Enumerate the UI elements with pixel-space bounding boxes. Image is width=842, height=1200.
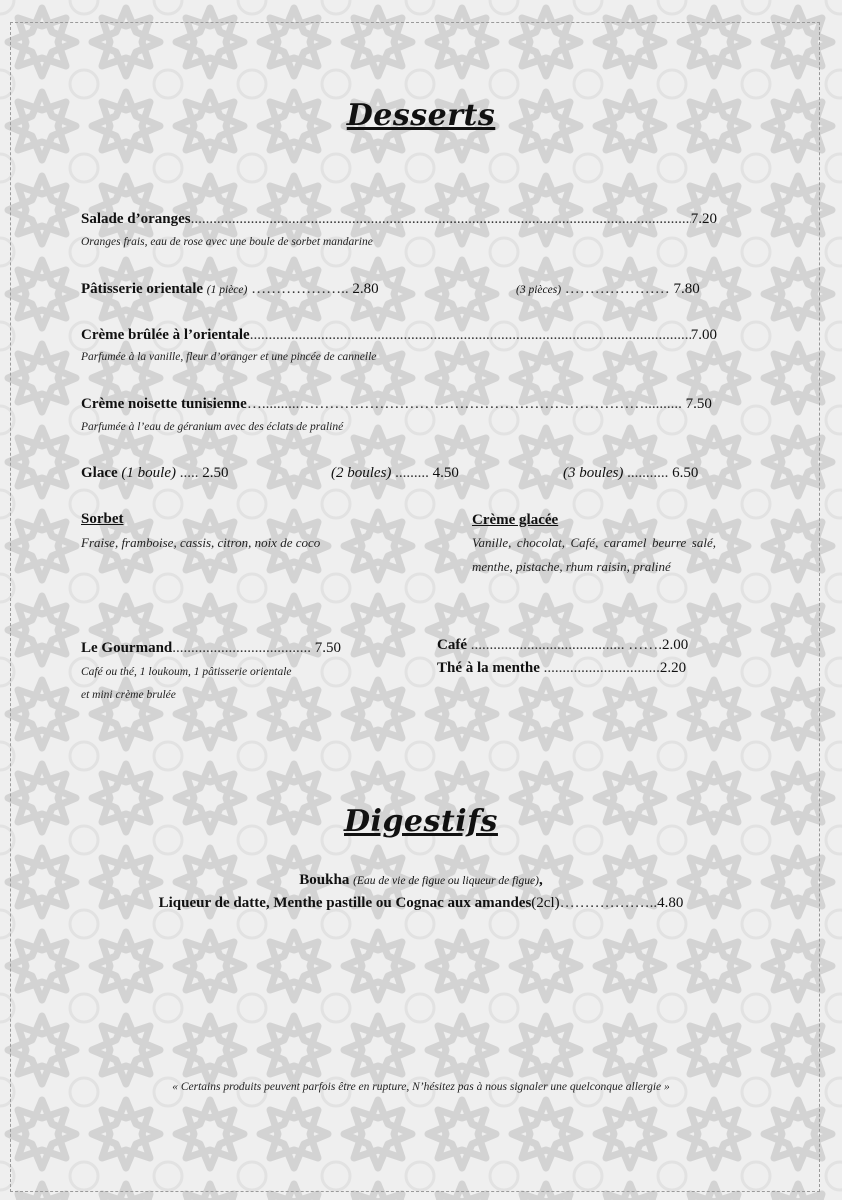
item-price: 7.00	[690, 327, 717, 343]
item-price: 4.80	[657, 895, 684, 911]
creme-glacee-description: Vanille, chocolat, Café, caramel beurre salé, menthe, pistache, rhum raisin, praliné	[472, 535, 716, 574]
item-name: Crème brûlée à l’orientale	[81, 327, 250, 343]
leader-dots: ...........	[627, 465, 669, 481]
item-description: Parfumée à la vanille, fleur d’oranger et une pincée de cannelle	[81, 351, 377, 363]
menu-item-salade	[81, 211, 717, 228]
item-name: Boukha	[299, 872, 350, 888]
item-description: Oranges frais, eau de rose avec une boule de sorbet mandarine	[81, 236, 373, 248]
item-name: Pâtisserie orientale	[81, 281, 204, 297]
item-price: 7.50	[685, 396, 712, 412]
separator: ,	[538, 872, 543, 888]
leader-dots: ………………..	[251, 281, 349, 297]
menu-item-liqueurs	[0, 895, 842, 912]
item-price: 7.80	[673, 281, 700, 297]
item-price: 2.00	[662, 637, 689, 653]
menu-item-the	[437, 660, 686, 677]
leader-dots: …………………	[564, 281, 670, 297]
item-price: 7.50	[314, 640, 342, 656]
desserts-title: Desserts	[346, 98, 496, 133]
menu-item-patisserie-3	[516, 281, 700, 298]
menu-item-cafe	[437, 637, 688, 654]
item-price: 2.80	[352, 281, 379, 297]
item-price: 7.20	[690, 211, 717, 227]
item-note: (Eau de vie de figue ou liqueur de figue)	[353, 875, 539, 887]
creme-glacee-heading: Crème glacée	[472, 512, 559, 528]
leader-dots: ......................................... …….	[470, 637, 662, 653]
item-name: Thé à la menthe	[437, 660, 540, 676]
item-name: Café	[437, 637, 467, 653]
item-name: Le Gourmand	[81, 640, 173, 656]
leader-dots: ………………..	[559, 895, 658, 911]
item-description: Parfumée à l’eau de géranium avec des éclats de praliné	[81, 421, 344, 433]
leader-dots: .....................................	[172, 640, 312, 656]
item-price: 6.50	[672, 465, 699, 481]
item-description: Café ou thé, 1 loukoum, 1 pâtisserie orientale	[81, 666, 292, 678]
menu-item-glace-3	[563, 465, 698, 482]
menu-item-boukha	[0, 872, 842, 889]
item-option: (1 boule)	[121, 465, 176, 481]
item-option: (2 boules)	[331, 465, 392, 481]
item-price: 2.50	[202, 465, 229, 481]
menu-item-creme-brulee	[81, 327, 717, 344]
item-option: (1 pièce)	[206, 284, 248, 296]
item-price: 2.20	[659, 660, 687, 676]
menu-item-glace	[81, 465, 228, 482]
sorbet-description: Fraise, framboise, cassis, citron, noix de coco	[81, 535, 321, 550]
item-option: (3 boules)	[563, 465, 624, 481]
item-name: Liqueur de datte, Menthe pastille ou Cognac aux amandes	[158, 895, 532, 911]
leader-dots	[191, 211, 691, 228]
leader-dots: ...............................	[543, 660, 660, 676]
item-name: Crème noisette tunisienne	[81, 396, 247, 412]
item-price: 4.50	[432, 465, 459, 481]
allergy-note: « Certains produits peuvent parfois être en rupture, N’hésitez pas à nous signaler une quelconque allergie »	[172, 1081, 670, 1093]
item-option: (3 pièces)	[516, 284, 562, 296]
leader-dots: …..........……………………………………………………………..........	[246, 396, 682, 412]
item-name: Salade d’oranges	[81, 211, 191, 227]
leader-dots: .....	[179, 465, 199, 481]
menu-item-patisserie	[81, 281, 379, 298]
menu-item-creme-noisette	[81, 396, 712, 413]
menu-item-glace-2	[331, 465, 459, 482]
item-description: et mini crème brulée	[81, 689, 176, 701]
page-border	[10, 22, 820, 1192]
leader-dots: .........	[395, 465, 429, 481]
item-name: Glace	[81, 465, 118, 481]
menu-item-gourmand	[81, 640, 341, 657]
item-size: (2cl)	[531, 895, 560, 911]
leader-dots	[250, 327, 691, 344]
digestifs-title: Digestifs	[344, 804, 498, 839]
sorbet-heading: Sorbet	[81, 511, 124, 527]
